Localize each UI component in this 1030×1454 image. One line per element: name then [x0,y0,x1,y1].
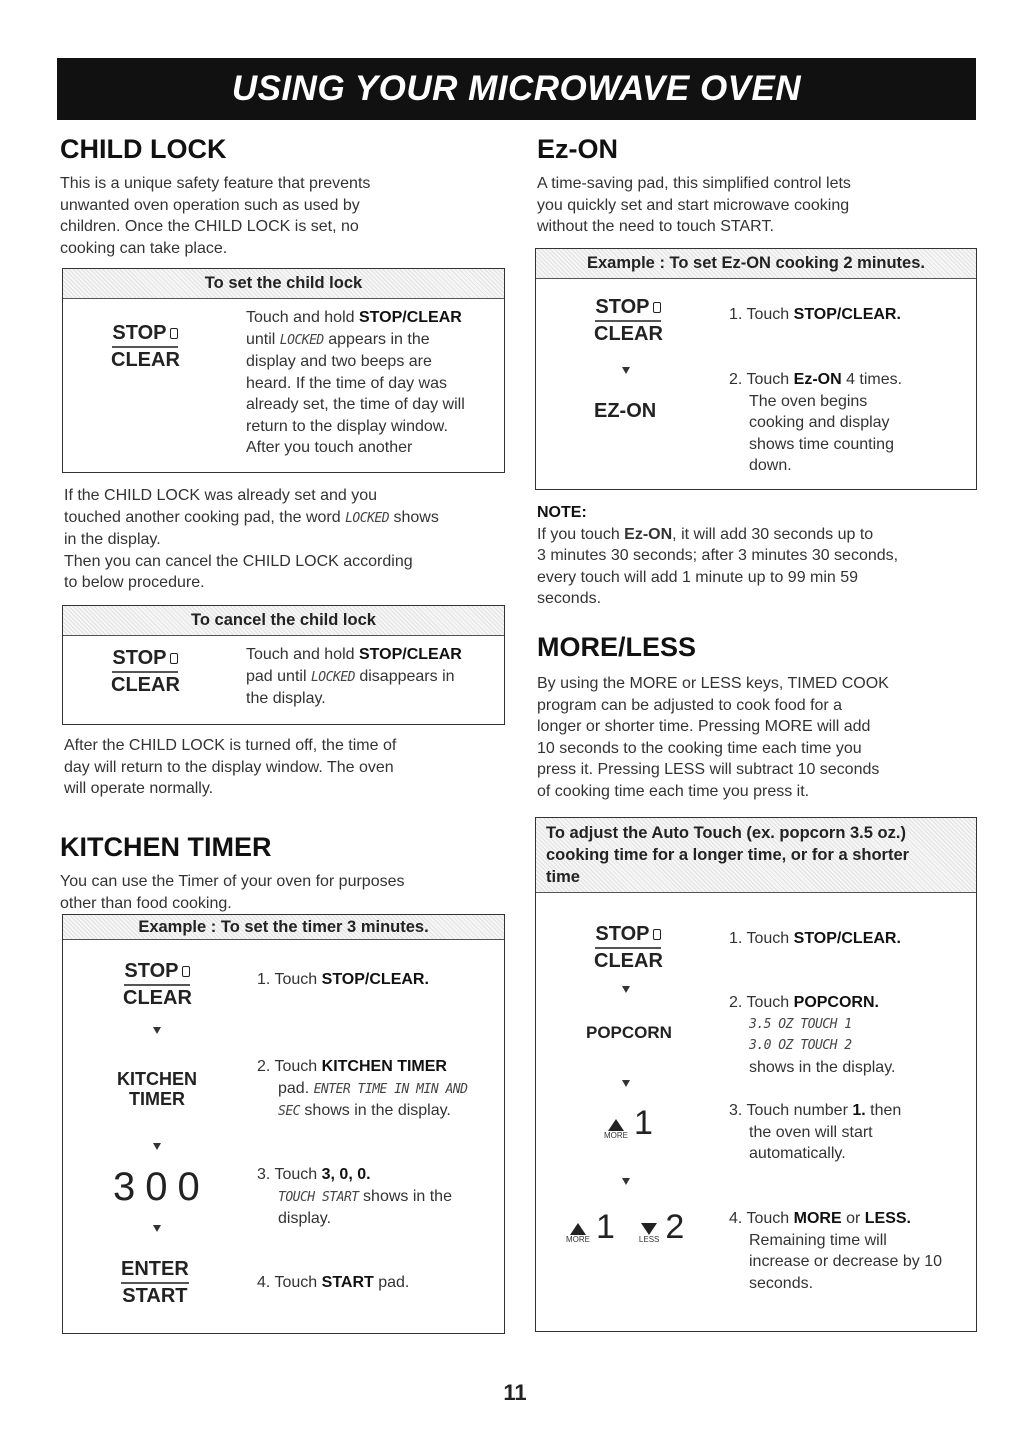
ez-on-box [535,248,977,490]
cancel-child-lock-title: To cancel the child lock [63,606,504,636]
arrow-down-icon [622,367,630,374]
child-lock-middle-text: If the CHILD LOCK was already set and you touched another cooking pad, the word LOCKED shows in the display. Then you can cancel the CHILD LOCK according to below procedure. [64,487,439,591]
arrow-down-icon [622,986,630,993]
kitchen-timer-box [62,914,505,1334]
ez-on-key: EZ-ON [594,400,657,422]
page-banner [57,58,976,120]
ez-on-note: NOTE: If you touch Ez-ON, it will add 30 seconds up to 3 minutes 30 seconds; after 3 minutes 30 seconds, every touch will add 1 minute up to 99 min 59 seconds. [537,504,899,607]
ml-step-3: 3. Touch number 1. then the oven will start automatically. [729,1102,902,1162]
cancel-child-lock-text: Touch and hold STOP/CLEAR pad until LOCKED disappears in the display. [246,646,462,707]
more-less-box-title: To adjust the Auto Touch (ex. popcorn 3.5 oz.) cooking time for a longer time, or for a shorter time [536,818,976,893]
triangle-down-icon [641,1223,657,1235]
arrow-down-icon [153,1027,161,1034]
stop-clear-key: STOP CLEAR [594,923,663,972]
cancel-child-lock-box [62,605,505,725]
lock-icon [182,966,190,977]
stop-clear-key: STOP CLEAR [123,960,192,1009]
kitchen-timer-intro: You can use the Timer of your oven for purposes other than food cooking. [60,873,405,912]
more-less-keys: MORE 1 LESS 2 [566,1208,685,1246]
kt-step-2: 2. Touch KITCHEN TIMER pad. ENTER TIME IN MIN AND SEC shows in the display. [257,1058,468,1119]
set-child-lock-text: Touch and hold STOP/CLEAR until LOCKED appears in the display and two beeps are heard. If the time of day was already set, the time of day will return to the display window. After you touch another [246,309,465,456]
ez-on-heading: Ez-ON [537,134,618,164]
kt-step-4: 4. Touch START pad. [257,1274,410,1291]
kitchen-timer-heading: KITCHEN TIMER [60,832,272,862]
enter-start-key: ENTER START [121,1258,189,1307]
set-child-lock-box [62,268,505,473]
stop-clear-key: STOP CLEAR [111,647,180,696]
ez-step-1: 1. Touch STOP/CLEAR. [729,306,901,323]
arrow-down-icon [622,1080,630,1087]
ml-step-1: 1. Touch STOP/CLEAR. [729,930,901,947]
triangle-up-icon [608,1119,624,1131]
kitchen-timer-key: KITCHEN TIMER [117,1069,197,1109]
ez-on-box-title: Example : To set Ez-ON cooking 2 minutes. [536,249,976,279]
kt-step-3: 3. Touch 3, 0, 0. TOUCH START shows in the display. [257,1166,452,1227]
stop-clear-key: STOP CLEAR [594,296,663,345]
more-less-intro: By using the MORE or LESS keys, TIMED COOK program can be adjusted to cook food for a longer or shorter time. Pressing MORE will add 10 seconds to the cooking time each time you press it. Pressing LESS will subtract 10 seconds of cooking time each time you press it. [537,675,889,800]
set-child-lock-title: To set the child lock [63,269,504,299]
kitchen-timer-box-title: Example : To set the timer 3 minutes. [63,915,504,940]
arrow-down-icon [153,1225,161,1232]
arrow-down-icon [622,1178,630,1185]
lock-icon [653,929,661,940]
more-less-heading: MORE/LESS [537,632,697,662]
child-lock-heading: CHILD LOCK [60,134,227,164]
banner-title: USING YOUR MICROWAVE OVEN [231,69,802,108]
child-lock-after-text: After the CHILD LOCK is turned off, the time of day will return to the display window. The oven will operate normally. [64,737,397,797]
kt-step-1: 1. Touch STOP/CLEAR. [257,971,429,988]
ml-step-2: 2. Touch POPCORN. 3.5 OZ TOUCH 1 3.0 OZ TOUCH 2 shows in the display. [729,994,896,1076]
ez-step-2: 2. Touch Ez-ON 4 times. The oven begins cooking and display shows time counting down. [729,371,903,474]
lock-icon [653,302,661,313]
arrow-down-icon [153,1143,161,1150]
lock-icon [170,653,178,664]
lock-icon [170,328,178,339]
page-number: 11 [503,1380,527,1405]
ml-step-4: 4. Touch MORE or LESS. Remaining time will increase or decrease by 10 seconds. [729,1210,942,1292]
triangle-up-icon [570,1223,586,1235]
more-1-keys: MORE 1 [604,1104,653,1142]
popcorn-key: POPCORN [586,1023,672,1042]
child-lock-intro: This is a unique safety feature that prevents unwanted oven operation such as used by children. Once the CHILD LOCK is set, no cooking can take place. [60,175,371,257]
number-keys-300: 300 [113,1165,210,1209]
ez-on-intro: A time-saving pad, this simplified control lets you quickly set and start microwave cooking without the need to touch START. [537,175,851,235]
stop-clear-key: STOP CLEAR [111,322,180,371]
more-less-box [535,817,977,1332]
